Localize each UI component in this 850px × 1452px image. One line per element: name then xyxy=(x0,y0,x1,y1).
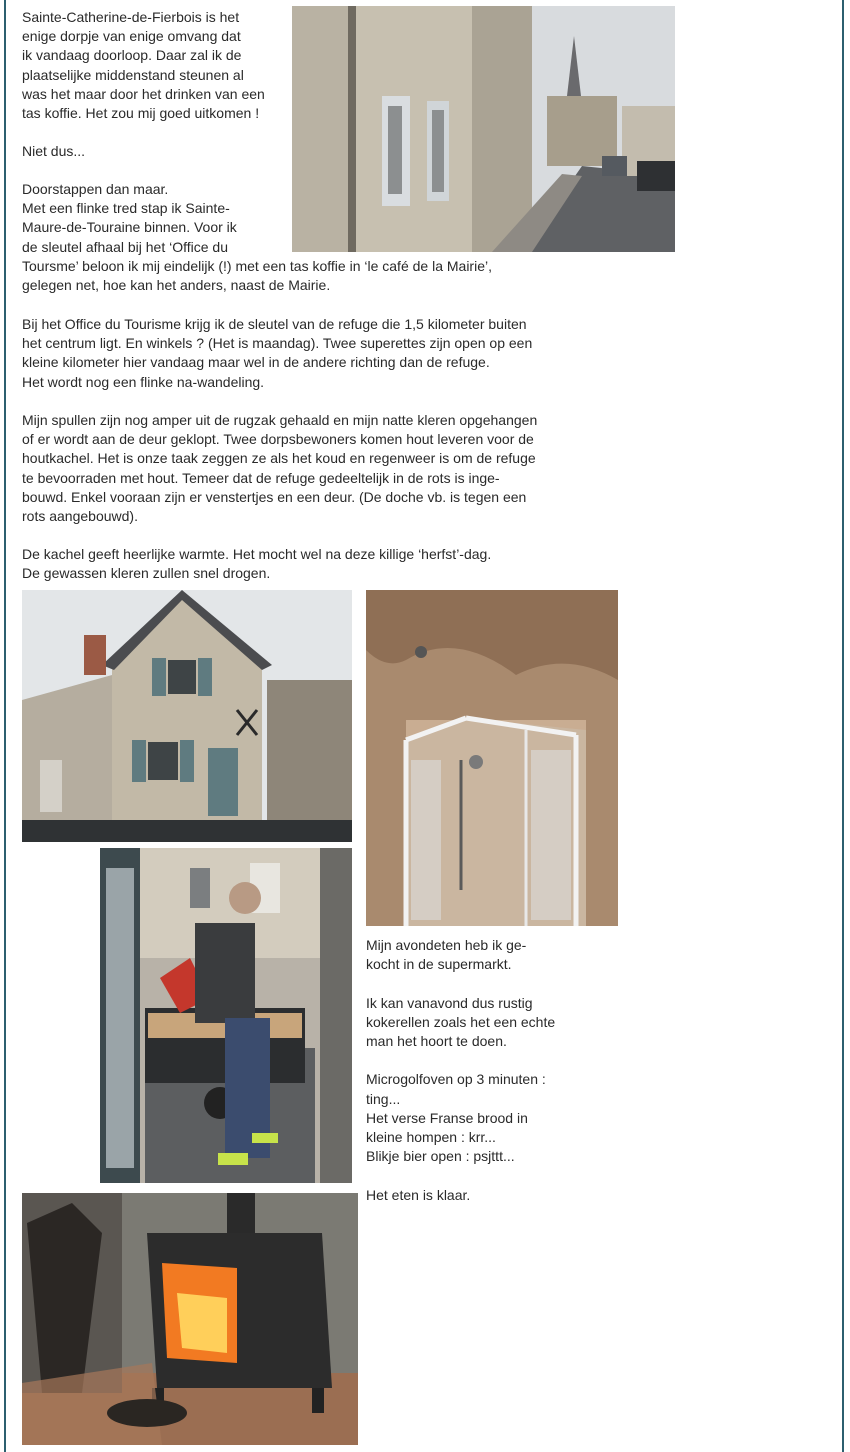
text-line: ting... xyxy=(366,1090,401,1107)
intro-paragraph xyxy=(22,8,265,123)
refuge-house-photo xyxy=(22,590,352,842)
text-line: Ik kan vanavond dus rustig xyxy=(366,994,533,1011)
text-line xyxy=(366,1166,555,1185)
text-line: ik vandaag doorloop. Daar zal ik de xyxy=(22,47,242,64)
wood-delivery-photo xyxy=(100,848,352,1183)
niet-dus-line: Niet dus... xyxy=(22,143,86,159)
text-line: kleine kilometer hier vandaag maar wel in de andere richting dan de refuge. xyxy=(22,354,490,371)
text-line: rots aangebouwd). xyxy=(22,508,138,525)
office-paragraph xyxy=(22,315,532,392)
dinner-paragraph xyxy=(366,936,555,1205)
rock-shower-photo xyxy=(366,590,618,926)
text-line: Het wordt nog een flinke na-wandeling. xyxy=(22,373,265,390)
wood-delivery-paragraph xyxy=(22,411,537,526)
text-line: kleine hompen : krr... xyxy=(366,1129,496,1146)
text-line: De gewassen kleren zullen snel drogen. xyxy=(22,565,271,582)
text-line: te bevoorraden met hout. Temeer dat de refuge gedeeltelijk in de rots is inge- xyxy=(22,469,500,486)
text-line: was het maar door het drinken van een xyxy=(22,85,265,102)
text-line: kocht in de supermarkt. xyxy=(366,956,512,973)
text-line: Maure-de-Touraine binnen. Voor ik xyxy=(22,219,237,236)
wood-stove-photo xyxy=(22,1193,358,1445)
page-border-right xyxy=(842,0,844,1452)
text-line: Het verse Franse brood in xyxy=(366,1109,528,1126)
text-line: tas koffie. Het zou mij goed uitkomen ! xyxy=(22,105,260,122)
text-line: houtkachel. Het is onze taak zeggen ze als het koud en regenweer is om de refuge xyxy=(22,450,536,467)
text-line: Mijn avondeten heb ik ge- xyxy=(366,937,527,953)
text-line: man het hoort te doen. xyxy=(366,1033,507,1050)
text-line: Blikje bier open : psjttt... xyxy=(366,1148,515,1165)
text-line: gelegen net, hoe kan het anders, naast de Mairie. xyxy=(22,277,331,294)
text-line: Het eten is klaar. xyxy=(366,1186,471,1203)
text-line: Doorstappen dan maar. xyxy=(22,181,169,197)
text-line: Mijn spullen zijn nog amper uit de rugzak gehaald en mijn natte kleren opgehangen xyxy=(22,412,538,428)
text-line: Bij het Office du Tourisme krijg ik de sleutel van de refuge die 1,5 kilometer buiten xyxy=(22,316,527,332)
text-line: Toursme’ beloon ik mij eindelijk (!) met een tas koffie in ‘le café de la Mairie’, xyxy=(22,257,492,274)
text-line: Met een flinke tred stap ik Sainte- xyxy=(22,200,230,217)
text-line xyxy=(366,974,555,993)
text-line: of er wordt aan de deur geklopt. Twee dorpsbewoners komen hout leveren voor de xyxy=(22,431,534,448)
page-border-left xyxy=(4,0,6,1452)
stove-paragraph xyxy=(22,545,491,583)
text-line: Sainte-Catherine-de-Fierbois is het xyxy=(22,9,240,25)
text-line: plaatselijke middenstand steunen al xyxy=(22,66,244,83)
text-line xyxy=(366,1051,555,1070)
street-photo xyxy=(292,6,675,252)
text-line: enige dorpje van enige omvang dat xyxy=(22,28,241,45)
text-line: De kachel geeft heerlijke warmte. Het mocht wel na deze killige ‘herfst’-dag. xyxy=(22,546,492,562)
text-line: kokerellen zoals het een echte xyxy=(366,1013,556,1030)
text-line: bouwd. Enkel vooraan zijn er venstertjes en een deur. (De doche vb. is tegen een xyxy=(22,488,527,505)
text-line: Microgolfoven op 3 minuten : xyxy=(366,1071,546,1088)
text-line: het centrum ligt. En winkels ? (Het is maandag). Twee superettes zijn open op een xyxy=(22,335,533,352)
text-line: de sleutel afhaal bij het ‘Office du xyxy=(22,238,228,255)
